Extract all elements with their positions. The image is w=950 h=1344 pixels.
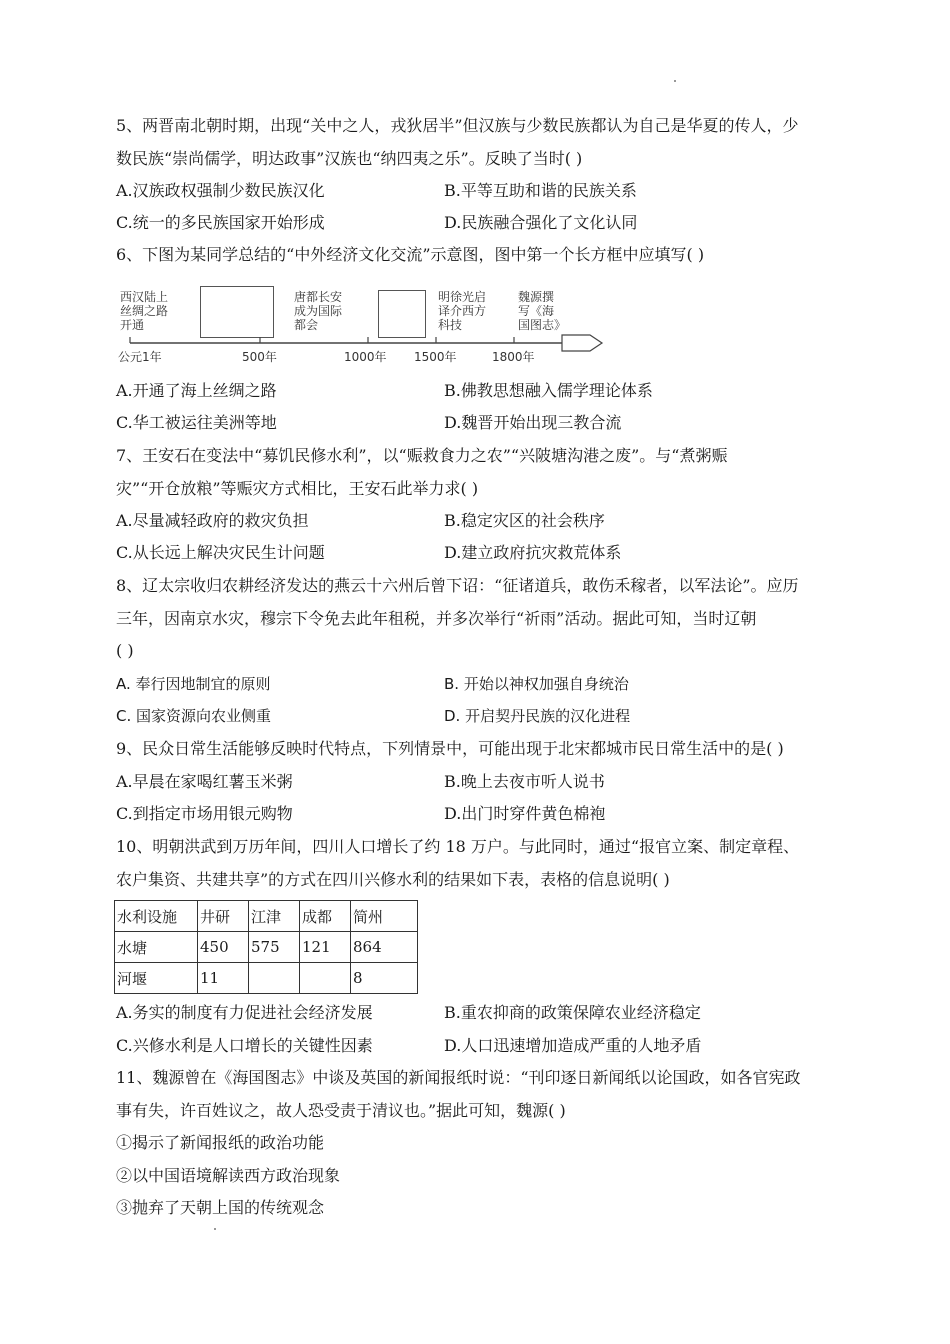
q11-statement-2: ②以中国语境解读西方政治现象 <box>116 1166 341 1185</box>
q8-stem-line2: 三年，因南京水灾，穆宗下令免去此年租税，并多次举行“祈雨”活动。据此可知，当时辽朝 <box>116 609 757 628</box>
table-header-cell: 井研 <box>198 901 249 932</box>
q10-option-c: C.兴修水利是人口增长的关键性因素 <box>116 1036 373 1055</box>
q10-stem-line1: 10、明朝洪武到万历年间，四川人口增长了约 18 万户。与此同时，通过“报官立案、制定章程、 <box>116 837 800 856</box>
q5-option-d: D.民族融合强化了文化认同 <box>444 213 638 232</box>
q9-option-b: B.晚上去夜市听人说书 <box>444 772 605 791</box>
q8-option-d: D. 开启契丹民族的汉化进程 <box>444 707 631 725</box>
timeline-blank-box-1 <box>200 286 274 338</box>
table-row <box>115 932 418 963</box>
table-header-cell: 成都 <box>300 901 351 932</box>
q5-option-a: A.汉族政权强制少数民族汉化 <box>116 181 325 200</box>
table-cell: 水塘 <box>115 932 198 963</box>
q5-stem-line1: 5、两晋南北朝时期，出现“关中之人，戎狄居半”但汉族与少数民族都认为自己是华夏的传人，少 <box>116 116 799 135</box>
q9-option-c: C.到指定市场用银元购物 <box>116 804 293 823</box>
q6-option-c: C.华工被运往美洲等地 <box>116 413 277 432</box>
q9-stem-line1: 9、民众日常生活能够反映时代特点，下列情景中，可能出现于北宋都城市民日常生活中的是( ) <box>116 739 784 758</box>
q7-stem-line2: 灾”“开仓放粮”等赈灾方式相比，王安石此举力求( ) <box>116 479 479 498</box>
table-cell: 8 <box>351 963 418 994</box>
table-header-cell: 水利设施 <box>115 901 198 932</box>
timeline-tick-1500: 1500年 <box>414 350 457 364</box>
table-row <box>115 963 418 994</box>
q8-option-b: B. 开始以神权加强自身统治 <box>444 675 629 693</box>
q8-stem-line1: 8、辽太宗收归农耕经济发达的燕云十六州后曾下诏：“征诸道兵，敢伤禾稼者，以军法论”。应历 <box>116 576 799 595</box>
q6-timeline-diagram <box>116 284 606 366</box>
timeline-tick-500: 500年 <box>242 350 277 364</box>
water-conservancy-table <box>114 900 418 994</box>
q7-option-b: B.稳定灾区的社会秩序 <box>444 511 605 530</box>
page-mark <box>214 1228 216 1230</box>
q11-stem-line1: 11、魏源曾在《海国图志》中谈及英国的新闻报纸时说：“刊印逐日新闻纸以论国政，如各官宪政 <box>116 1068 801 1087</box>
q7-option-a: A.尽量减轻政府的救灾负担 <box>116 511 309 530</box>
q11-statement-1: ①揭示了新闻报纸的政治功能 <box>116 1133 325 1152</box>
q11-stem-line2: 事有失，许百姓议之，故人恐受责于清议也。”据此可知，魏源( ) <box>116 1101 566 1120</box>
q5-stem-line2: 数民族“崇尚儒学，明达政事”汉族也“纳四夷之乐”。反映了当时( ) <box>116 149 583 168</box>
timeline-blank-box-2 <box>378 290 426 338</box>
q6-option-a: A.开通了海上丝绸之路 <box>116 381 277 400</box>
timeline-event-4: 魏源撰 写《海 国图志》 <box>518 290 567 332</box>
q11-statement-3: ③抛弃了天朝上国的传统观念 <box>116 1198 325 1217</box>
q6-stem-line1: 6、下图为某同学总结的“中外经济文化交流”示意图，图中第一个长方框中应填写( ) <box>116 245 705 264</box>
q7-option-c: C.从长远上解决灾民生计问题 <box>116 543 325 562</box>
table-cell: 11 <box>198 963 249 994</box>
table-cell: 河堰 <box>115 963 198 994</box>
table-header-row <box>115 901 418 932</box>
timeline-event-3: 明徐光启 译介西方 科技 <box>438 290 487 332</box>
q6-option-d: D.魏晋开始出现三教合流 <box>444 413 622 432</box>
q7-option-d: D.建立政府抗灾救荒体系 <box>444 543 622 562</box>
table-cell: 121 <box>300 932 351 963</box>
q7-stem-line1: 7、王安石在变法中“募饥民修水利”，以“赈救食力之农”“兴陂塘沟港之废”。与“煮粥赈 <box>116 446 728 465</box>
timeline-tick-1800: 1800年 <box>492 350 535 364</box>
page-mark <box>674 80 676 82</box>
timeline-event-1: 西汉陆上 丝绸之路 开通 <box>120 290 169 332</box>
q10-option-b: B.重农抑商的政策保障农业经济稳定 <box>444 1003 701 1022</box>
table-cell <box>249 963 300 994</box>
q5-option-c: C.统一的多民族国家开始形成 <box>116 213 325 232</box>
q8-option-c: C. 国家资源向农业侧重 <box>116 707 272 725</box>
q9-option-d: D.出门时穿件黄色棉袍 <box>444 804 606 823</box>
timeline-tick-1000: 1000年 <box>344 350 387 364</box>
q5-option-b: B.平等互助和谐的民族关系 <box>444 181 637 200</box>
q10-option-d: D.人口迅速增加造成严重的人地矛盾 <box>444 1036 702 1055</box>
q9-option-a: A.早晨在家喝红薯玉米粥 <box>116 772 293 791</box>
table-cell: 450 <box>198 932 249 963</box>
table-header-cell: 江津 <box>249 901 300 932</box>
q10-option-a: A.务实的制度有力促进社会经济发展 <box>116 1003 373 1022</box>
table-header-cell: 简州 <box>351 901 418 932</box>
table-cell: 575 <box>249 932 300 963</box>
table-cell: 864 <box>351 932 418 963</box>
timeline-tick-0: 公元1年 <box>118 350 162 364</box>
q8-option-a: A. 奉行因地制宜的原则 <box>116 675 271 693</box>
q6-option-b: B.佛教思想融入儒学理论体系 <box>444 381 653 400</box>
timeline-event-2: 唐都长安 成为国际 都会 <box>294 290 343 332</box>
q10-stem-line2: 农户集资、共建共享”的方式在四川兴修水利的结果如下表，表格的信息说明( ) <box>116 870 670 889</box>
table-cell <box>300 963 351 994</box>
q8-stem-line3: ( ) <box>116 641 134 660</box>
